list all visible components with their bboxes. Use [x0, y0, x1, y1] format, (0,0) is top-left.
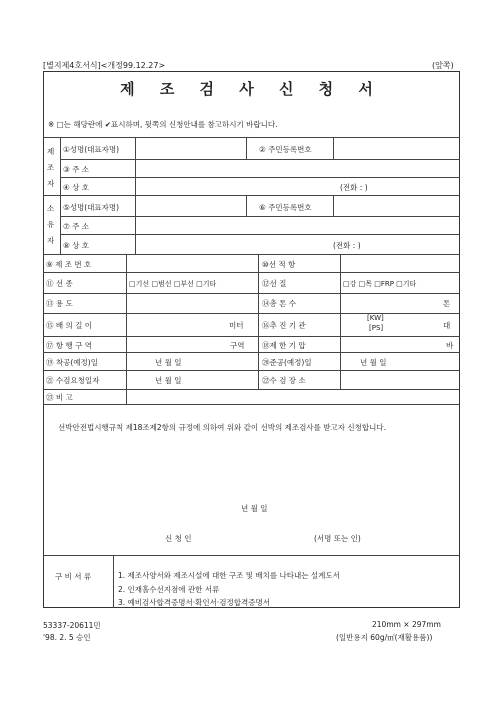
start-date-value: 년 월 일	[155, 358, 182, 367]
engine-unit: 대	[443, 321, 451, 330]
line	[43, 336, 460, 337]
navigation-area-unit: 구역	[230, 341, 245, 350]
line	[43, 555, 460, 556]
owner-business-label: ⑧ 상 호	[63, 241, 89, 250]
line	[43, 254, 460, 255]
start-date-label: ⑲ 착공(예정)일	[46, 358, 98, 367]
applicant-label: 신 청 인	[165, 534, 192, 543]
line	[43, 137, 460, 138]
application-statement: 선박안전법시행규칙 제18조제2항의 규정에 의하여 위와 같이 선박의 제조검사를 받고자 신청합니다.	[58, 423, 386, 432]
tonnage-label: ⑭총 톤 수	[262, 299, 297, 308]
line	[246, 137, 247, 159]
line	[60, 177, 460, 178]
owner-name-label: ⑤성명(대표자명)	[63, 203, 120, 212]
finish-date-value: 년 월 일	[360, 358, 387, 367]
manufacturer-section-2: 조	[47, 163, 55, 172]
length-label: ⑮ 배 의 길 이	[46, 321, 93, 330]
line	[43, 293, 460, 294]
documents-label: 구 비 서 류	[55, 572, 92, 581]
paper-size: 210mm × 297mm	[372, 620, 441, 629]
line	[60, 137, 61, 254]
line	[43, 272, 460, 273]
document-item-1: 1. 제조사양서와 제조시설에 대한 구조 및 배치를 나타내는 설계도서	[118, 571, 340, 580]
line	[340, 254, 341, 389]
document-item-3: 3. 예비검사합격증명서·확인서·검정합격증명서	[118, 598, 270, 607]
owner-section-3: 자	[47, 236, 55, 245]
length-unit: 미터	[229, 321, 244, 330]
instruction-note: ※ □는 해당란에 ✔표시하며, 뒷쪽의 신청안내를 참고하시기 바랍니다.	[48, 120, 278, 129]
ship-type-options[interactable]: □기선 □범선 □부선 □기타	[129, 280, 217, 288]
finish-date-label: ⑳준공(예정)일	[262, 358, 312, 367]
form-code: 53337-20611민	[43, 621, 101, 630]
application-date: 년 월 일	[241, 504, 268, 513]
desired-date-label: ㉑ 수검요청일자	[46, 376, 100, 385]
form-title: 제 조 검 사 신 청 서	[120, 80, 383, 98]
line	[126, 254, 127, 404]
navigation-area-label: ⑰ 항 행 구 역	[46, 341, 93, 350]
paper-type: (일반용지 60g/㎡(재활용품))	[336, 633, 433, 642]
line	[333, 195, 334, 216]
use-label: ⑬ 용 도	[46, 299, 73, 308]
hull-material-options[interactable]: □강 □목 □FRP □기타	[343, 280, 417, 288]
manufacturer-section-1: 제	[47, 147, 55, 156]
owner-phone: (전화 : )	[333, 241, 361, 250]
approval-date: '98. 2. 5 승인	[43, 633, 91, 642]
manufacturer-section-3: 자	[47, 179, 55, 188]
line	[43, 370, 460, 371]
remarks-label: ㉓ 비 고	[46, 393, 73, 402]
line	[60, 216, 460, 217]
inspection-place-label: ㉒수 검 장 소	[262, 376, 306, 385]
owner-address-label: ⑦ 주 소	[63, 222, 89, 231]
line	[135, 137, 136, 254]
line	[60, 234, 460, 235]
manufacturer-address-label: ③ 주 소	[63, 165, 89, 174]
hull-material-label: ⑫선 질	[262, 279, 287, 288]
ship-type-label: ⑪ 선 종	[46, 279, 73, 288]
desired-date-value: 년 월 일	[155, 376, 182, 385]
tonnage-unit: 톤	[443, 299, 451, 308]
form-number: [별지제4호서식]<개정99.12.27>	[43, 61, 166, 70]
document-item-2: 2. 인재홀수선지점에 관한 서류	[118, 585, 220, 594]
manufacturer-phone: (전화 : )	[340, 183, 368, 192]
owner-section-1: 소	[47, 204, 55, 213]
engine-kw-unit: [KW]	[367, 314, 384, 322]
signature-note: (서명 또는 인)	[314, 534, 361, 543]
owner-regno-label: ⑥ 주민등록번호	[259, 203, 312, 212]
pressure-unit: 바	[446, 341, 454, 350]
line	[258, 254, 259, 389]
line	[60, 159, 460, 160]
engine-label: ⑯추 진 기 관	[262, 321, 306, 330]
line	[43, 352, 460, 353]
build-number-label: ⑨ 제 조 번 호	[46, 260, 92, 269]
line	[43, 404, 460, 405]
page-side: (앞쪽)	[432, 61, 454, 70]
owner-section-2: 유	[47, 220, 55, 229]
manufacturer-regno-label: ② 주민등록번호	[259, 145, 312, 154]
manufacturer-business-label: ④ 상 호	[63, 183, 89, 192]
line	[43, 389, 460, 390]
engine-ps-unit: [PS]	[369, 324, 384, 332]
line	[333, 137, 334, 159]
line	[113, 555, 114, 608]
port-label: ⑩선 적 항	[262, 260, 296, 269]
line	[246, 195, 247, 216]
manufacturer-name-label: ①성명(대표자명)	[63, 145, 120, 154]
line	[43, 313, 460, 314]
pressure-label: ⑱제 한 기 압	[262, 341, 306, 350]
line	[43, 195, 460, 196]
